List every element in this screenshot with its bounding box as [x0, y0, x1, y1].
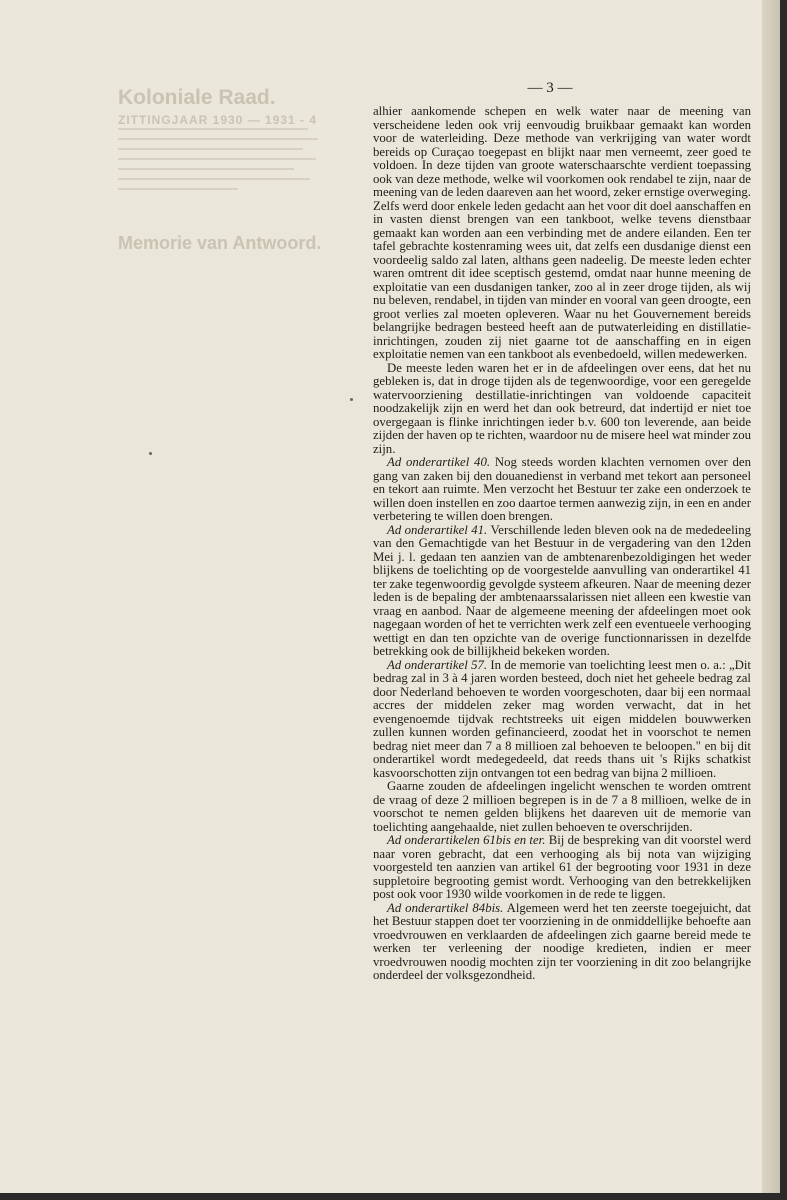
paragraph-2	[373, 362, 751, 457]
text-column	[373, 105, 751, 983]
paragraph-ad-40	[373, 456, 751, 524]
paragraph-1	[373, 105, 751, 362]
paragraph-text: Nog steeds worden klachten vernomen over den gang van zaken bij den douanedienst in verband met tekort aan personeel en tekort aan ruimte. Men verzocht het Bestuur ter zake een onderzoek te willen doen instellen en zoo daartoe termen aanwezig zijn, in een en ander verbetering te willen doen brengen.	[373, 455, 751, 523]
paragraph-text: In de memorie van toelichting leest men o. a.: „Dit bedrag zal in 3 à 4 jaren worden besteed, doch niet het geheele bedrag zal door Nederland behoeven te worden voorgeschoten, daar bij een normaal accres der middelen zeker mag worden verwacht, dat in het evengenoemde tijdvak rechtstreeks uit eigen middelen bouwwerken zullen kunnen worden gefinancieerd, zoodat het in voorschot te nemen bedrag niet meer dan 7 a 8 millioen zal behoeven te beloopen." en bij dit onderartikel wordt medegedeeld, dat reeds thans uit 's Rijks schatkist kasvoorschotten zijn ontvangen tot een bedrag van bijna 2 millioen.	[373, 657, 751, 780]
section-label: Ad onderartikel 41.	[387, 522, 488, 537]
paragraph-text: Gaarne zouden de afdeelingen ingelicht wenschen te worden omtrent de vraag of deze 2 millioen begrepen is in de 7 a 8 millioen, welke de in voorschot te nemen gelden blijkens het daareven uit de memorie van toelichting aangehaalde, niet zullen behoeven te overschrijden.	[373, 779, 751, 834]
paragraph-ad-57	[373, 659, 751, 781]
section-label: Ad onderartikel 40.	[387, 455, 491, 469]
page-edge-shadow	[762, 0, 780, 1193]
paragraph-text: Algemeen werd het ten zeerste toegejuicht, dat het Bestuur stappen doet ter voorziening in de onmiddellijke behoefte aan vroedvrouwen en verklaarden de afdeelingen zich gaarne bereid mede te werken ter verleening der noodige kredieten, indien er meer vroedvrouwen noodig mochten zijn ter voorziening in dit zoo belangrijke onderdeel der volksgezondheid.	[373, 900, 751, 982]
paragraph-ad-41	[373, 524, 751, 659]
bleed-through-title: Koloniale Raad.	[118, 86, 276, 109]
bleed-through-lines	[118, 128, 318, 198]
paragraph-ad-84bis	[373, 902, 751, 983]
section-label: Ad onderartikelen 61bis en ter.	[387, 833, 546, 847]
bleed-through-heading: Memorie van Antwoord.	[118, 233, 322, 253]
section-label: Ad onderartikel 57.	[387, 657, 488, 672]
page-number: — 3 —	[527, 80, 573, 96]
paragraph-text: alhier aankomende schepen en welk water naar de meening van verscheidene leden ook vrij eenvoudig bruikbaar gemaakt kan worden voor de waterleiding. Deze methode van verkrijging van water wordt bereids op Curaçao toegepast en blijkt naar men verneemt, zeer goed te voldoen. In deze tijden van groote waterschaarschte verdient toepassing ook van deze methode, welke wil voorkomen ook rendabel te zijn, naar de meening van de leden daareven aan het woord, zeker ernstige overweging. Zelfs werd door enkele leden gedacht aan het voor dit doel aanschaffen en in vasten dienst brengen van een tankboot, welke tevens dienstbaar gemaakt kan worden aan een verbinding met de andere eilanden. Een ter tafel gebrachte kostenraming wees uit, dat zelfs een dusdanige dienst een voordeelig saldo zal laten, althans geen nadeelig. De meeste leden echter waren omtrent dit idee sceptisch gestemd, omdat naar hunne meening de exploitatie van een dusdanigen tanker, zoo al in zeer droge tijden, als wij nu beleven, rendabel, in tijden van minder en vooral van geen droogte, een groot verlies zal moeten opleveren. Waar nu het Gouvernement bereids belangrijke bedragen besteed heeft aan de putwaterleiding en distillatie-inrichtingen, zouden zij niet gaarne tot de aanschaffing en in eigen exploitatie nemen van een tankboot als evenbedoeld, willen medewerken.	[373, 104, 751, 361]
paper-speck	[149, 452, 152, 455]
paragraph-6	[373, 780, 751, 834]
paragraph-text: Verschillende leden bleven ook na de mededeeling van den Gemachtigde van het Bestuur in de vergadering van den 12den Mei j. l. gedaan ten aanzien van de ambtenarenbezoldigingen het weder blijkens de toelichting op de voorgestelde aanvulling van onderartikel 41 ter zake tegenwoordig gevolgde systeem afkeuren. Naar de meening dezer leden is de bepaling der ambtenaarssalarissen niet alleen een kwestie van vraag en aanbod. Naar de algemeene meening der afdeelingen moet ook nagegaan worden of het te verrichten werk zelf een eventueele verhooging wettigt en dan ten opzichte van de overige functionnarissen in dezelfde betrekking ook de billijkheid bekeken worden.	[373, 522, 751, 658]
bleed-through-subtitle: ZITTINGJAAR 1930 — 1931 - 4	[118, 113, 318, 127]
paragraph-text: Bij de bespreking van dit voorstel werd naar voren gebracht, dat een verhooging als bij nota van wijziging voorgesteld ten aanzien van artikel 61 der begrooting voor 1931 in deze suppletoire begrooting gemist wordt. Verhooging van den betrekkelijken post ook voor 1930 wilde voorkomen in de rede te liggen.	[373, 833, 751, 901]
paragraph-ad-61bis	[373, 834, 751, 902]
section-label: Ad onderartikel 84bis.	[387, 900, 504, 915]
paragraph-text: De meeste leden waren het er in de afdeelingen over eens, dat het nu gebleken is, dat in droge tijden als de tegenwoordige, voor een geregelde watervoorziening destillatie-inrichtingen van voldoende capaciteit noodzakelijk zijn en werd het dan ook betreurd, dat indertijd er niet toe overgegaan is flinke inrichtingen ieder b.v. 600 ton leverende, aan beide zijden der haven op te richten, waardoor nu de misere heel wat minder zou zijn.	[373, 360, 751, 456]
paper-speck	[350, 398, 353, 401]
